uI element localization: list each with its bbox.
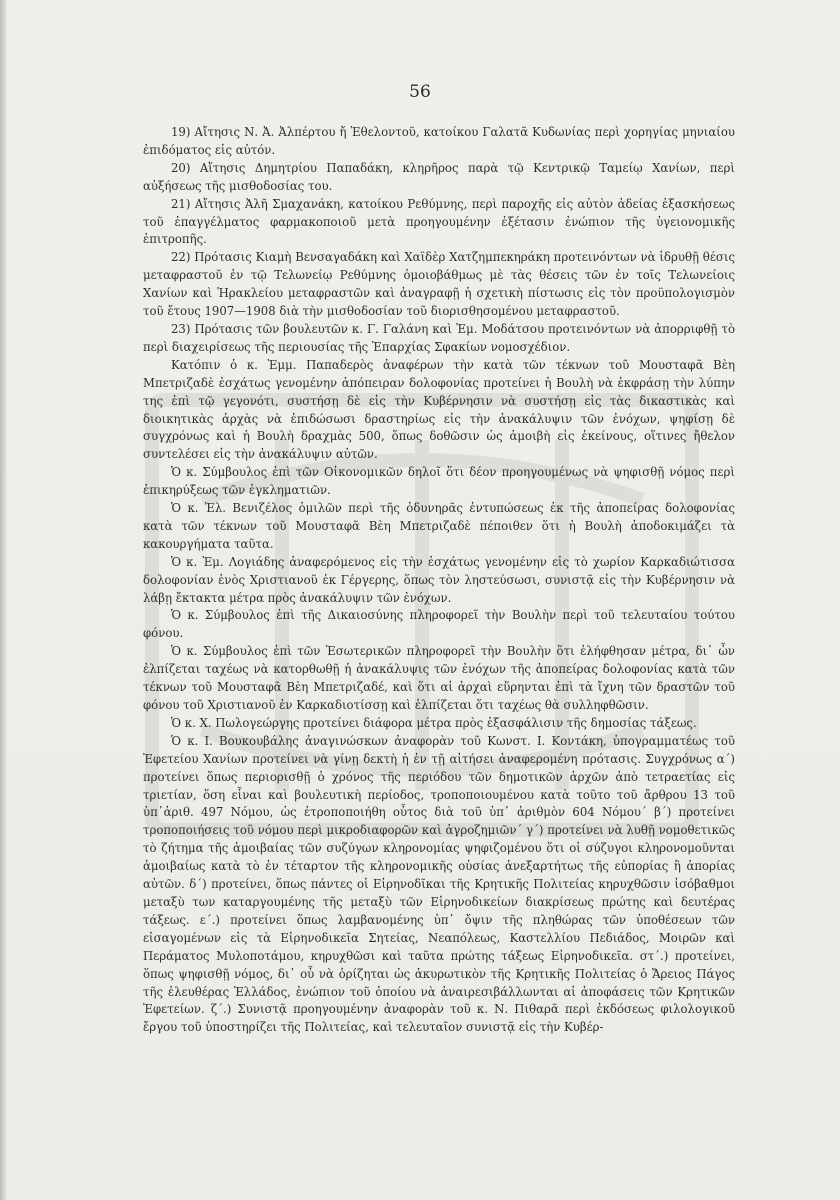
paragraph-papaderos: Κατόπιν ὁ κ. Ἐμμ. Παπαδερὸς ἀναφέρων τὴν κατὰ τῶν τέκνων τοῦ Μουσταφᾶ Βὲη Μπετριζαδὲ ἐσχάτως γενομένην ἀπόπειραν δολοφονίας προτείνει ἡ Βουλὴ νὰ ἐκφράσῃ τὴν λύπην της ἐπὶ τῷ γεγονότι, συστήσῃ δὲ εἰς τὴν Κυβέρνησιν νὰ συστήσῃ εἰς τὰς δικαστικὰς καὶ διοικητικὰς ἀρχὰς νὰ ἐπιδώσωσι δραστηρίως εἰς τὴν ἀνακάλυψιν τῶν ἐνόχων, ψηφίσῃ δὲ συγχρόνως καὶ ἡ Βουλὴ δραχμὰς 500, ὅπως δοθῶσιν ὡς ἀμοιβὴ εἰς ἐκείνους, οἵτινες ἤθελον συντελέσει εἰς τὴν ἀνακάλυψιν αὐτῶν. <box>143 357 735 462</box>
paragraph-item-20: 20) Αἴτησις Δημητρίου Παπαδάκη, κληρῆρος παρὰ τῷ Κεντρικῷ Ταμείῳ Χανίων, περὶ αὐξήσεως τῆς μισθοδοσίας του. <box>143 160 735 193</box>
paragraph-pologeorgis: Ὁ κ. Χ. Πωλογεώργης προτείνει διάφορα μέτρα πρὸς ἐξασφάλισιν τῆς δημοσίας τάξεως. <box>171 715 697 730</box>
document-body <box>143 124 735 1037</box>
paragraph-item-19: 19) Αἴτησις Ν. Ἀ. Ἀλπέρτου ἤ Ἐθελοντοῦ, κατοίκου Γαλατᾶ Κυδωνίας περὶ χορηγίας μηνιαίου ἐπιδόματος εἰς αὐτόν. <box>143 125 735 157</box>
paragraph-symvoulos-oikonomikon: Ὁ κ. Σύμβουλος ἐπὶ τῶν Οἰκονομικῶν δηλοῖ ὅτι δέον προηγουμένως νὰ ψηφισθῇ νόμος περὶ ἐπικηρύξεως τῶν ἐγκληματιῶν. <box>143 465 735 498</box>
paragraph-symvoulos-esoterikon: Ὁ κ. Σύμβουλος ἐπὶ τῶν Ἐσωτερικῶν πληροφορεῖ τὴν Βουλὴν ὅτι ἐλήφθησαν μέτρα, δι᾽ ὧν ἐλπίζεται ταχέως νὰ κατορθωθῇ ἡ ἀνακάλυψις τῶν ἐνόχων τῆς ἀποπείρας δολοφονίας κατὰ τῶν τέκνων τοῦ Μουσταφᾶ Βὲη Μπετριζαδέ, καὶ ὅτι αἱ ἀρχαὶ εὕρηνται ἐπὶ τὰ ἴχνη τῶν δραστῶν τοῦ φόνου τοῦ Χριστιανοῦ ἐν Καρκαδιοτίσσῃ καὶ ἐλπίζεται ὅτι ταχέως θὰ συλληφθῶσιν. <box>143 644 735 712</box>
page-number: 56 <box>409 82 431 102</box>
paragraph-venizelos: Ὁ κ. Ἐλ. Βενιζέλος ὁμιλῶν περὶ τῆς ὀδυνηρᾶς ἐντυπώσεως ἐκ τῆς ἀποπείρας δολοφονίας κατὰ τῶν τέκνων τοῦ Μουσταφᾶ Βὲη Μπετριζαδὲ πέποιθεν ὅτι ἡ Βουλὴ ἀποδοκιμάζει τὰ κακουργήματα ταῦτα. <box>143 501 735 551</box>
paragraph-logiadis: Ὁ κ. Ἐμ. Λογιάδης ἀναφερόμενος εἰς τὴν ἐσχάτως γενομένην εἰς τὸ χωρίον Καρκαδιώτισσα δολοφονίαν ἑνὸς Χριστιανοῦ ἐκ Γέργερης, ὅπως τὸν ληστεύσωσι, συνιστᾷ εἰς τὴν Κυβέρνησιν νὰ λάβῃ ἔκτακτα μέτρα πρὸς ἀνακάλυψιν τῶν ἐνόχων. <box>143 554 735 605</box>
paragraph-item-23: 23) Πρότασις τῶν βουλευτῶν κ. Γ. Γαλάνη καὶ Ἐμ. Μοδάτσου προτεινόντων νὰ ἀπορριφθῇ τὸ περὶ διαχειρίσεως τῆς περιουσίας τῆς Ἐπαρχίας Σφακίων νομοσχέδιον. <box>143 321 735 354</box>
page-edge-shadow <box>0 0 7 1200</box>
paragraph-item-21: 21) Αἴτησις Ἀλῆ Σμαχανάκη, κατοίκου Ρεθύμνης, περὶ παροχῆς εἰς αὐτὸν ἀδείας ἐξασκήσεως τοῦ ἐπαγγέλματος φαρμακοποιοῦ μετὰ προηγουμένην ἐξέτασιν ἐνώπιον τῆς ὑγειονομικῆς ἐπιτροπῆς. <box>143 196 735 247</box>
paragraph-symvoulos-dikaiosynis: Ὁ κ. Σύμβουλος ἐπὶ τῆς Δικαιοσύνης πληροφορεῖ τὴν Βουλὴν περὶ τοῦ τελευταίου τούτου φόνου. <box>143 608 735 641</box>
paragraph-item-22: 22) Πρότασις Κιαμὴ Βενσαγαδάκη καὶ Χαϊδὲρ Χατζημπεκηράκη προτεινόντων νὰ ἱδρυθῇ θέσις μεταφραστοῦ ἐν τῷ Τελωνείῳ Ρεθύμνης ὁμοιοβάθμως μὲ τὰς θέσεις τῶν ἐν τοῖς Τελωνείοις Χανίων καὶ Ἡρακλείου μεταφραστῶν καὶ ἀναγραφῇ ἡ σχετικὴ πίστωσις εἰς τὸν προϋπολογισμὸν τοῦ ἔτους 1907—1908 διὰ τὴν μισθοδοσίαν τοῦ διορισθησομένου μεταφραστοῦ. <box>143 250 735 319</box>
paragraph-voukouvalis: Ὁ κ. Ι. Βουκουβάλης ἀναγινώσκων ἀναφορὰν τοῦ Κωνστ. Ι. Κοντάκη, ὑπογραμματέως τοῦ Ἐφετείου Χανίων προτείνει νὰ γίνῃ δεκτὴ ἡ ἐν τῇ αἰτήσει ἀναφερομένη πρότασις. Συγχρόνως α΄) προτείνει ὅπως περιορισθῇ ὁ χρόνος τῆς περιόδου τῶν δημοτικῶν ἀρχῶν ἀπὸ τετραετίας εἰς τριετίαν, ὅση εἶναι καὶ βουλευτικὴ περίοδος, τροποποιουμένου κατὰ τοῦτο τοῦ ἄρθρου 13 τοῦ ὑπ᾽ἀριθ. 497 Νόμου, ὡς ἐτροποποιήθη οὗτος διὰ τοῦ ὑπ᾽ ἀριθμὸν 604 Νόμου΄ β΄) προτείνει τροποποιήσεις τοῦ νόμου περὶ μικροδιαφορῶν καὶ ἀγροζημιῶν΄ γ΄) προτείνει νὰ λυθῇ νομοθετικῶς τὸ ζήτημα τῆς ἀμοιβαίας τῶν συζύγων κληρονομίας ψηφιζομένου ὅτι οἱ σύζυγοι κληρονομοῦνται ἀμοιβαίως κατὰ τὸ ἐν τέταρτον τῆς κληρονομικῆς οὐσίας ἀνεξαρτήτως τῆς εὐπορίας ἢ ἀπορίας αὐτῶν. δ΄) προτείνει, ὅπως πάντες οἱ Εἰρηνοδῖκαι τῆς Κρητικῆς Πολιτείας κηρυχθῶσιν ἰσόβαθμοι μεταξὺ των καταργουμένης τῆς μεταξὺ τῶν Εἰρηνοδικείων διακρίσεως πρώτης καὶ δευτέρας τάξεως. ε΄.) προτείνει ὅπως λαμβανομένης ὑπ᾽ ὄψιν τῆς πληθώρας τῶν ὑποθέσεων τῶν εἰσαγομένων εἰς τὰ Εἰρηνοδικεῖα Σητείας, Νεαπόλεως, Καστελλίου Πεδιάδος, Μοιρῶν καὶ Περάματος Μυλοποτάμου, κηρυχθῶσι καὶ ταῦτα πρώτης τάξεως Εἰρηνοδικεῖα. στ΄.) προτείνει, ὅπως ψηφισθῇ νόμος, δι᾽ οὗ νὰ ὁρίζηται ὡς ἀκυρωτικὸν τῆς Κρητικῆς Πολιτείας ὁ Ἄρειος Πάγος τῆς ἐλευθέρας Ἑλλάδος, ἐνώπιον τοῦ ὁποίου νὰ ἀναιρεσιβάλλωνται αἱ ἀποφάσεις τῶν Κρητικῶν Ἐφετείων. ζ΄.) Συνιστᾷ προηγουμένην ἀναφορὰν τοῦ κ. Ν. Πιθαρᾶ περὶ ἐκδόσεως φιλολογικοῦ ἔργου τοῦ ὑποστηρίζει τῆς Πολιτείας, καὶ τελευταῖον συνιστᾷ εἰς τὴν Κυβέρ- <box>143 733 735 1035</box>
